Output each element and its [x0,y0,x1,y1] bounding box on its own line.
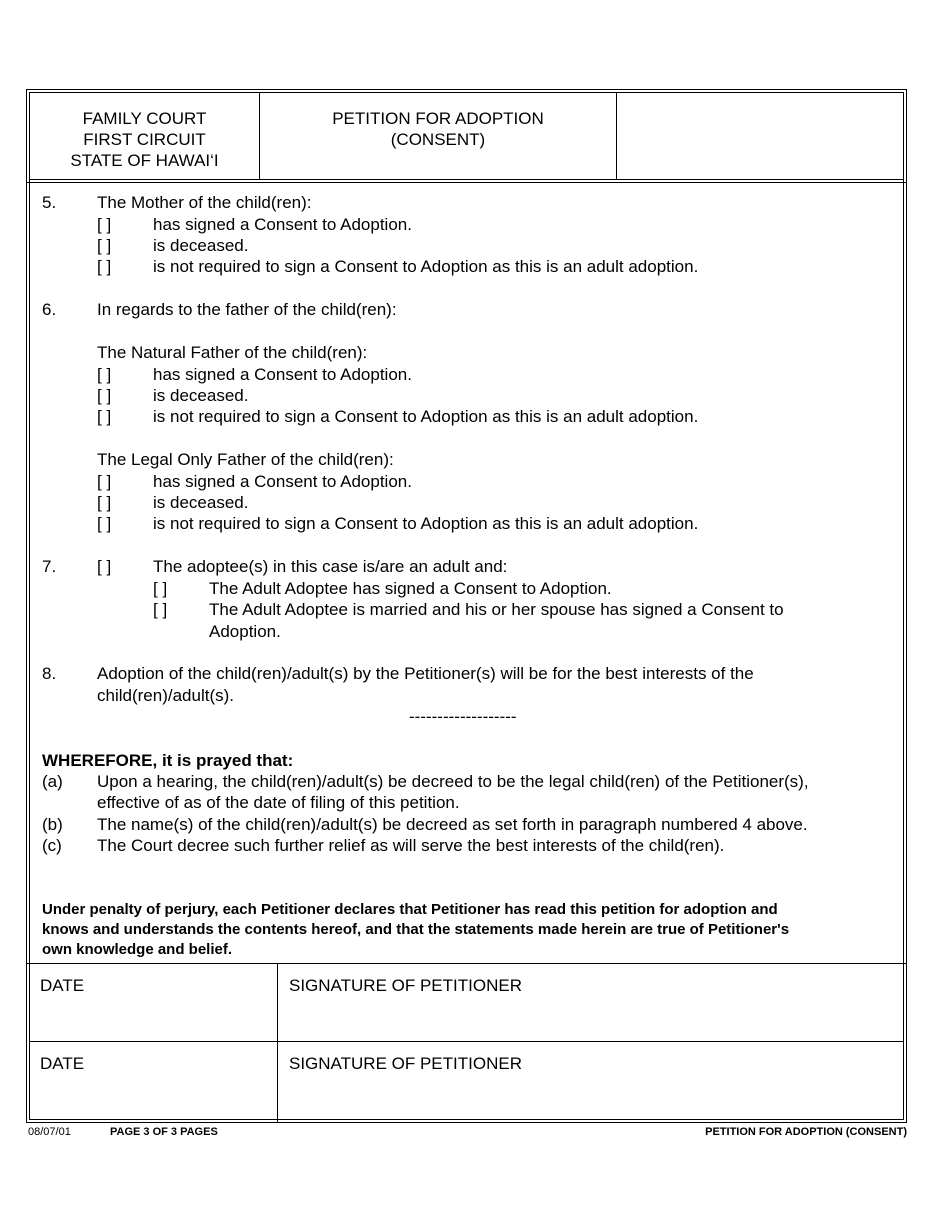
p8-line-2: child(ren)/adult(s). [97,686,234,705]
header-divider [27,182,906,183]
signature-table-top [27,963,906,964]
p8-number: 8. [42,664,57,683]
court-circuit: FIRST CIRCUIT [83,130,206,149]
p7-checkbox[interactable]: [ ] [97,557,112,576]
p7-sub-checkbox-1[interactable]: [ ] [153,579,168,598]
signature-label-2: SIGNATURE OF PETITIONER [289,1054,522,1073]
perjury-line-1: Under penalty of perjury, each Petitioner declares that Petitioner has read this petition for adoption and [42,901,778,918]
p5-checkbox-3[interactable]: [ ] [97,257,112,276]
p6-number: 6. [42,300,57,319]
date-label-1: DATE [40,976,85,995]
p7-sub-option-2-line-2: Adoption. [209,622,281,641]
page-number: PAGE 3 OF 3 PAGES [110,1126,218,1138]
prayer-a-line-1: Upon a hearing, the child(ren)/adult(s) be decreed to be the legal child(ren) of the Petitioner(s), [97,772,809,791]
prayer-b-text: The name(s) of the child(ren)/adult(s) be decreed as set forth in paragraph numbered 4 above. [97,815,808,834]
date-label-2: DATE [40,1054,85,1073]
prayer-a-line-2: effective of as of the date of filing of this petition. [97,793,460,812]
p6-natural-father: The Natural Father of the child(ren): [97,343,368,362]
p5-text: The Mother of the child(ren): [97,193,312,212]
form-revision-date: 08/07/01 [28,1126,71,1138]
p7-sub-option-2-line-1: The Adult Adoptee is married and his or her spouse has signed a Consent to [209,600,784,619]
p6-nat-option-2: is deceased. [153,386,249,405]
p6-nat-checkbox-3[interactable]: [ ] [97,407,112,426]
perjury-line-3: own knowledge and belief. [42,941,233,958]
p6-legal-father: The Legal Only Father of the child(ren): [97,450,394,469]
p7-sub-checkbox-2[interactable]: [ ] [153,600,168,619]
p6-nat-option-3: is not required to sign a Consent to Adoption as this is an adult adoption. [153,407,699,426]
date-field-2[interactable] [31,1076,275,1118]
p6-nat-checkbox-2[interactable]: [ ] [97,386,112,405]
p7-number: 7. [42,557,57,576]
court-state: STATE OF HAWAI‘I [70,151,219,170]
prayer-c-text: The Court decree such further relief as will serve the best interests of the child(ren). [97,836,725,855]
case-number-box [617,93,903,179]
p6-nat-checkbox-1[interactable]: [ ] [97,365,112,384]
prayer-c-label: (c) [42,836,62,855]
court-name: FAMILY COURT [82,109,207,128]
p5-option-3: is not required to sign a Consent to Adoption as this is an adult adoption. [153,257,699,276]
p7-text: The adoptee(s) in this case is/are an adult and: [153,557,508,576]
p6-leg-option-2: is deceased. [153,493,249,512]
document-title [260,93,617,179]
p6-nat-option-1: has signed a Consent to Adoption. [153,365,412,384]
p5-checkbox-2[interactable]: [ ] [97,236,112,255]
p7-sub-option-1: The Adult Adoptee has signed a Consent to Adoption. [209,579,612,598]
footer-form-title: PETITION FOR ADOPTION (CONSENT) [705,1126,907,1138]
p6-leg-checkbox-2[interactable]: [ ] [97,493,112,512]
p5-checkbox-1[interactable]: [ ] [97,215,112,234]
p6-leg-checkbox-1[interactable]: [ ] [97,472,112,491]
title-line-2: (CONSENT) [390,130,486,149]
p6-leg-option-1: has signed a Consent to Adoption. [153,472,412,491]
signature-label-1: SIGNATURE OF PETITIONER [289,976,522,995]
date-field-1[interactable] [31,998,275,1036]
signature-field-1[interactable] [278,998,904,1036]
p8-line-1: Adoption of the child(ren)/adult(s) by the Petitioner(s) will be for the best interests of the [97,664,754,683]
p6-text: In regards to the father of the child(ren): [97,300,397,319]
prayer-heading: WHEREFORE, it is prayed that: [42,751,294,770]
prayer-b-label: (b) [42,815,63,834]
signature-field-2[interactable] [278,1076,904,1118]
header-row [30,93,903,180]
title-line-1: PETITION FOR ADOPTION [332,109,544,128]
perjury-line-2: knows and understands the contents hereof, and that the statements made herein are true of Petitioner's [42,921,790,938]
p6-leg-option-3: is not required to sign a Consent to Adoption as this is an adult adoption. [153,514,699,533]
p5-option-2: is deceased. [153,236,249,255]
section-separator: ------------------- [409,707,517,726]
prayer-a-label: (a) [42,772,63,791]
signature-row-divider [30,1041,903,1042]
p6-leg-checkbox-3[interactable]: [ ] [97,514,112,533]
court-caption [30,93,260,179]
p5-option-1: has signed a Consent to Adoption. [153,215,412,234]
p5-number: 5. [42,193,57,212]
